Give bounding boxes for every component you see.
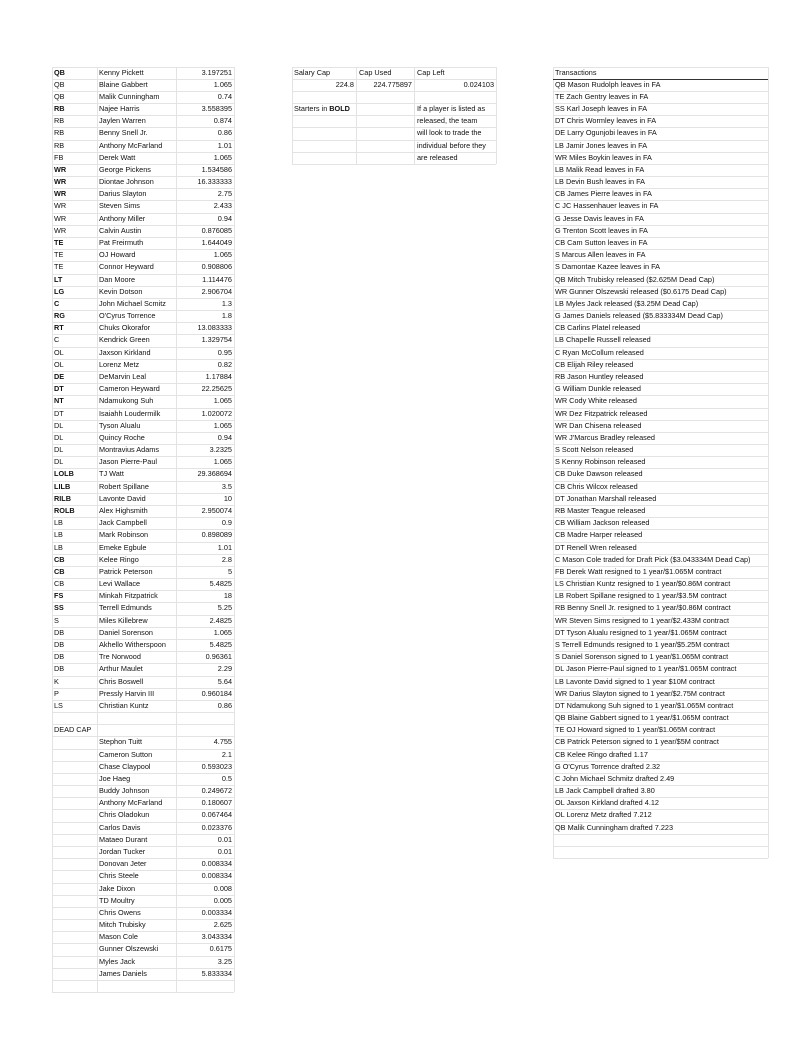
position-cell: DB [54, 652, 65, 662]
position-cell: LT [54, 274, 63, 284]
transaction-row: G James Daniels released ($5.833334M Dead Cap) [555, 311, 723, 321]
player-name-cell: Tre Norwood [99, 652, 141, 662]
cap-left-header: Cap Left [417, 67, 445, 77]
cap-hit-cell: 0.94 [217, 213, 232, 223]
dead-cap-value-cell: 0.003334 [201, 907, 232, 917]
transaction-row: QB Mason Rudolph leaves in FA [555, 79, 661, 89]
transaction-row: DL Jason Pierre-Paul signed to 1 year/$1.065M contract [555, 664, 737, 674]
dead-cap-value-cell: 0.01 [217, 834, 232, 844]
player-name-cell: Lavonte David [99, 493, 146, 503]
transaction-row: DT Ndamukong Suh signed to 1 year/$1.065M contract [555, 700, 734, 710]
transaction-row: G William Dunkle released [555, 384, 641, 394]
dead-cap-name-cell: Chris Oladokun [99, 810, 150, 820]
transaction-row: WR Dan Chisena released [555, 420, 642, 430]
cap-hit-cell: 0.960184 [201, 688, 232, 698]
dead-cap-name-cell: Gunner Olszewski [99, 944, 159, 954]
transaction-row: LB Robert Spillane resigned to 1 year/$3.5M contract [555, 591, 727, 601]
transaction-row: WR Gunner Olszewski released ($0.6175 Dead Cap) [555, 286, 727, 296]
transaction-row: CB James Pierre leaves in FA [555, 189, 652, 199]
cap-hit-cell: 1.114476 [202, 274, 232, 284]
transaction-row: LB Lavonte David signed to 1 year $10M contract [555, 676, 715, 686]
transaction-row: S Marcus Allen leaves in FA [555, 250, 646, 260]
dead-cap-value-cell: 0.249672 [201, 786, 232, 796]
player-name-cell: Calvin Austin [99, 225, 142, 235]
cap-hit-cell: 5.4825 [209, 639, 232, 649]
transaction-row: CB William Jackson released [555, 518, 650, 528]
cap-hit-cell: 1.065 [213, 457, 232, 467]
player-name-cell: Daniel Sorenson [99, 627, 153, 637]
transaction-row: DT Tyson Alualu resigned to 1 year/$1.065M contract [555, 627, 727, 637]
cap-hit-cell: 0.898089 [201, 530, 232, 540]
transaction-row: DT Renell Wren released [555, 542, 637, 552]
transaction-row: QB Malik Cunningham drafted 7.223 [555, 822, 674, 832]
position-cell: RB [54, 128, 65, 138]
player-name-cell: John Michael Scmitz [99, 298, 166, 308]
player-name-cell: OJ Howard [99, 250, 136, 260]
player-name-cell: Emeke Egbule [99, 542, 147, 552]
grid-line [52, 712, 234, 713]
position-cell: TE [54, 262, 64, 272]
player-name-cell: Quincy Roche [99, 432, 145, 442]
grid-line [292, 67, 293, 164]
cap-hit-cell: 10 [223, 493, 232, 503]
player-name-cell: Chuks Okorafor [99, 323, 151, 333]
player-name-cell: Jason Pierre-Paul [99, 457, 157, 467]
cap-hit-cell: 1.329754 [201, 335, 232, 345]
release-note-line: If a player is listed as [417, 104, 486, 114]
cap-hit-cell: 0.96361 [205, 652, 232, 662]
transaction-row: TE OJ Howard signed to 1 year/$1.065M contract [555, 725, 716, 735]
grid-line [52, 980, 234, 981]
player-name-cell: Kendrick Green [99, 335, 150, 345]
player-name-cell: Terrell Edmunds [99, 603, 152, 613]
grid-line [292, 152, 496, 153]
grid-line [553, 846, 768, 847]
dead-cap-value-cell: 2.625 [213, 920, 232, 930]
transaction-row: CB Elijah Riley released [555, 359, 634, 369]
grid-line [768, 67, 769, 859]
dead-cap-name-cell: Chase Claypool [99, 761, 151, 771]
position-cell: WR [54, 189, 67, 199]
transaction-row: C Mason Cole traded for Draft Pick ($3.043334M Dead Cap) [555, 554, 751, 564]
position-cell: LOLB [54, 469, 74, 479]
position-cell: LS [54, 700, 63, 710]
position-cell: OL [54, 359, 64, 369]
player-name-cell: Connor Heyward [99, 262, 154, 272]
cap-hit-cell: 2.433 [213, 201, 232, 211]
position-cell: FS [54, 591, 64, 601]
player-name-cell: Kevin Dotson [99, 286, 143, 296]
dead-cap-name-cell: Cameron Sutton [99, 749, 153, 759]
cap-hit-cell: 0.9 [221, 518, 232, 528]
starters-note [294, 103, 350, 115]
starters-note-bold: BOLD [329, 104, 350, 114]
position-cell: DE [54, 372, 65, 381]
position-cell: RILB [54, 493, 72, 503]
position-cell: TE [54, 250, 64, 260]
position-cell: FB [54, 152, 64, 162]
cap-left-value: 0.024103 [463, 79, 494, 89]
starters-note-prefix: Starters in [294, 104, 330, 114]
cap-hit-cell: 5.25 [217, 603, 232, 613]
position-cell: WR [54, 177, 67, 187]
transaction-row: RB Master Teague released [555, 505, 646, 515]
grid-line [97, 67, 98, 993]
cap-used-value: 224.775897 [373, 79, 412, 89]
dead-cap-value-cell: 2.1 [221, 749, 232, 759]
dead-cap-value-cell: 0.008334 [201, 871, 232, 881]
grid-line [52, 992, 234, 993]
cap-hit-cell: 0.95 [217, 347, 232, 357]
player-name-cell: Akhello Witherspoon [99, 639, 166, 649]
transaction-row: DT Chris Wormley leaves in FA [555, 116, 657, 126]
position-cell: CB [54, 554, 65, 564]
cap-hit-cell: 3.197251 [201, 67, 232, 77]
dead-cap-name-cell: Mataeo Durant [99, 834, 148, 844]
cap-hit-cell: 1.8 [221, 311, 232, 321]
transaction-row: DE Larry Ogunjobi leaves in FA [555, 128, 657, 138]
player-name-cell: Diontae Johnson [99, 177, 154, 187]
cap-hit-cell: 2.75 [217, 189, 232, 199]
dead-cap-name-cell: TD Moultry [99, 895, 135, 905]
transaction-row: LB Myles Jack released ($3.25M Dead Cap) [555, 298, 699, 308]
dead-cap-value-cell: 0.067464 [201, 810, 232, 820]
dead-cap-value-cell: 0.005 [213, 895, 232, 905]
position-cell: DL [54, 457, 64, 467]
player-name-cell: Alex Highsmith [99, 505, 148, 515]
dead-cap-value-cell: 0.5 [221, 773, 232, 783]
player-name-cell: Chris Boswell [99, 676, 144, 686]
cap-hit-cell: 5.64 [217, 676, 232, 686]
position-cell: SS [54, 603, 64, 613]
cap-hit-cell: 1.01 [217, 140, 232, 150]
player-name-cell: Anthony McFarland [99, 140, 163, 150]
player-name-cell: O'Cyrus Torrence [99, 311, 156, 321]
cap-hit-cell: 0.74 [217, 91, 232, 101]
transaction-row: SS Karl Joseph leaves in FA [555, 104, 648, 114]
position-cell: DL [54, 432, 64, 442]
cap-hit-cell: 1.3 [221, 298, 232, 308]
cap-hit-cell: 0.86 [217, 700, 232, 710]
player-name-cell: Patrick Peterson [99, 566, 153, 576]
transaction-row: CB Duke Dawson released [555, 469, 643, 479]
transaction-row: CB Madre Harper released [555, 530, 643, 540]
dead-cap-value-cell: 0.023376 [201, 822, 232, 832]
transaction-row: WR Steven Sims resigned to 1 year/$2.433M contract [555, 615, 729, 625]
transaction-row: S Daniel Sorenson signed to 1 year/$1.065M contract [555, 652, 729, 662]
position-cell: DT [54, 408, 64, 418]
transaction-row: CB Cam Sutton leaves in FA [555, 238, 648, 248]
position-cell: WR [54, 225, 67, 235]
cap-hit-cell: 29.368694 [197, 469, 232, 479]
transaction-row: OL Jaxson Kirkland drafted 4.12 [555, 798, 659, 808]
transaction-row: QB Blaine Gabbert signed to 1 year/$1.065M contract [555, 713, 729, 723]
position-cell: LG [54, 286, 65, 296]
position-cell: P [54, 688, 59, 698]
position-cell: DB [54, 639, 65, 649]
transaction-row: LB Jamir Jones leaves in FA [555, 140, 648, 150]
player-name-cell: Jaylen Warren [99, 116, 146, 126]
player-name-cell: Darius Slayton [99, 189, 147, 199]
position-cell: CB [54, 579, 65, 589]
grid-line [292, 164, 496, 165]
transactions-header: Transactions [555, 67, 597, 77]
player-name-cell: Levi Wallace [99, 579, 141, 589]
position-cell: ROLB [54, 505, 75, 515]
cap-hit-cell: 2.8 [221, 554, 232, 564]
position-cell: WR [54, 164, 67, 174]
dead-cap-name-cell: Donovan Jeter [99, 859, 147, 869]
cap-hit-cell: 1.644049 [201, 238, 232, 248]
transaction-row: CB Kelee Ringo drafted 1.17 [555, 749, 648, 759]
cap-hit-cell: 13.083333 [197, 323, 232, 333]
position-cell: RG [54, 311, 65, 321]
cap-hit-cell: 1.065 [213, 396, 232, 406]
transaction-row: OL Lorenz Metz drafted 7.212 [555, 810, 652, 820]
player-name-cell: Robert Spillane [99, 481, 149, 491]
transaction-row: S Kenny Robinson released [555, 457, 646, 467]
dead-cap-value-cell: 5.833334 [201, 968, 232, 978]
position-cell: LB [54, 530, 63, 540]
cap-hit-cell: 1.020072 [201, 408, 232, 418]
position-cell: RB [54, 116, 65, 126]
transaction-row: DT Jonathan Marshall released [555, 493, 657, 503]
cap-hit-cell: 1.065 [213, 420, 232, 430]
transaction-row: QB Mitch Trubisky released ($2.625M Dead Cap) [555, 274, 715, 284]
player-name-cell: Benny Snell Jr. [99, 128, 148, 138]
transaction-row: WR Dez Fitzpatrick released [555, 408, 648, 418]
position-cell: RB [54, 104, 65, 114]
player-name-cell: Arthur Maulet [99, 664, 143, 674]
dead-cap-value-cell: 0.180607 [201, 798, 232, 808]
player-name-cell: Mark Robinson [99, 530, 149, 540]
player-name-cell: Ndamukong Suh [99, 396, 154, 406]
player-name-cell: Christian Kuntz [99, 700, 149, 710]
player-name-cell: Tyson Alualu [99, 420, 141, 430]
position-cell: DB [54, 664, 65, 674]
dead-cap-name-cell: Chris Steele [99, 871, 139, 881]
player-name-cell: Pat Freirmuth [99, 238, 144, 248]
cap-hit-cell: 2.4825 [209, 615, 232, 625]
grid-line [234, 67, 235, 993]
transaction-row: S Damontae Kazee leaves in FA [555, 262, 661, 272]
dead-cap-label: DEAD CAP [54, 725, 92, 735]
cap-hit-cell: 16.333333 [197, 177, 232, 187]
position-cell: QB [54, 91, 65, 101]
transaction-row: WR J'Marcus Bradley released [555, 432, 655, 442]
transaction-row: RB Jason Huntley released [555, 372, 644, 381]
transaction-row: LB Malik Read leaves in FA [555, 164, 645, 174]
transaction-row: S Scott Nelson released [555, 445, 634, 455]
cap-hit-cell: 0.86 [217, 128, 232, 138]
transaction-row: CB Patrick Peterson signed to 1 year/$5M contract [555, 737, 719, 747]
position-cell: OL [54, 347, 64, 357]
player-name-cell: Jaxson Kirkland [99, 347, 151, 357]
dead-cap-name-cell: Stephon Tuitt [99, 737, 143, 747]
release-note-line: released, the team [417, 116, 478, 126]
transaction-row: C John Michael Schmitz drafted 2.49 [555, 773, 675, 783]
player-name-cell: George Pickens [99, 164, 151, 174]
transaction-row: WR Darius Slayton signed to 1 year/$2.75M contract [555, 688, 725, 698]
player-name-cell: Jack Campbell [99, 518, 147, 528]
cap-hit-cell: 18 [223, 591, 232, 601]
grid-line [292, 91, 496, 92]
transaction-row: G O'Cyrus Torrence drafted 2.32 [555, 761, 661, 771]
cap-hit-cell: 1.065 [213, 627, 232, 637]
dead-cap-value-cell: 0.6175 [209, 944, 232, 954]
player-name-cell: Miles Killebrew [99, 615, 148, 625]
position-cell: K [54, 676, 59, 686]
transaction-row: LB Jack Campbell drafted 3.80 [555, 786, 655, 796]
cap-hit-cell: 0.908806 [201, 262, 232, 272]
cap-hit-cell: 0.876085 [201, 225, 232, 235]
cap-hit-cell: 1.01 [217, 542, 232, 552]
cap-hit-cell: 2.950074 [201, 505, 232, 515]
dead-cap-value-cell: 0.008 [213, 883, 232, 893]
player-name-cell: Kenny Pickett [99, 67, 144, 77]
cap-hit-cell: 5.4825 [209, 579, 232, 589]
dead-cap-value-cell: 3.043334 [201, 932, 232, 942]
transaction-row: TE Zach Gentry leaves in FA [555, 91, 649, 101]
grid-line [52, 67, 53, 993]
player-name-cell: Malik Cunningham [99, 91, 160, 101]
player-name-cell: DeMarvin Leal [99, 372, 147, 381]
cap-hit-cell: 1.065 [213, 250, 232, 260]
grid-line [553, 67, 554, 859]
transaction-row: FB Derek Watt resigned to 1 year/$1.065M contract [555, 566, 722, 576]
position-cell: LILB [54, 481, 71, 491]
cap-hit-cell: 1.065 [213, 152, 232, 162]
position-cell: QB [54, 79, 65, 89]
dead-cap-name-cell: Buddy Johnson [99, 786, 150, 796]
player-name-cell: Steven Sims [99, 201, 140, 211]
position-cell: DT [54, 384, 64, 394]
release-note-line: will look to trade the [417, 128, 482, 138]
player-name-cell: Blaine Gabbert [99, 79, 148, 89]
cap-hit-cell: 3.5 [221, 481, 232, 491]
position-cell: DB [54, 627, 65, 637]
position-cell: TE [54, 238, 64, 248]
position-cell: WR [54, 213, 67, 223]
grid-line [553, 858, 768, 859]
transaction-row: G Jesse Davis leaves in FA [555, 213, 644, 223]
dead-cap-name-cell: Mitch Trubisky [99, 920, 146, 930]
grid-line [496, 67, 497, 164]
dead-cap-name-cell: James Daniels [99, 968, 147, 978]
player-name-cell: Derek Watt [99, 152, 136, 162]
position-cell: C [54, 335, 60, 345]
cap-hit-cell: 1.065 [213, 79, 232, 89]
cap-hit-cell: 3.558395 [201, 104, 232, 114]
cap-hit-cell: 0.82 [217, 359, 232, 369]
player-name-cell: Minkah Fitzpatrick [99, 591, 158, 601]
salary-cap-value: 224.8 [335, 79, 354, 89]
cap-used-header: Cap Used [359, 67, 392, 77]
dead-cap-value-cell: 0.008334 [201, 859, 232, 869]
transaction-row: CB Carlins Platel released [555, 323, 641, 333]
player-name-cell: Isaiahh Loudermilk [99, 408, 161, 418]
cap-hit-cell: 1.17884 [205, 372, 232, 381]
cap-hit-cell: 0.874 [213, 116, 232, 126]
position-cell: S [54, 615, 59, 625]
dead-cap-value-cell: 0.01 [217, 847, 232, 857]
transaction-row: S Terrell Edmunds resigned to 1 year/$5.25M contract [555, 639, 730, 649]
player-name-cell: Najee Harris [99, 104, 140, 114]
dead-cap-name-cell: Carlos Davis [99, 822, 141, 832]
player-name-cell: TJ Watt [99, 469, 124, 479]
player-name-cell: Anthony Miller [99, 213, 146, 223]
player-name-cell: Pressly Harvin III [99, 688, 155, 698]
position-cell: CB [54, 566, 65, 576]
position-cell: QB [54, 67, 65, 77]
release-note-line: individual before they [417, 140, 486, 150]
transaction-row: LB Chapelle Russell released [555, 335, 651, 345]
cap-hit-cell: 22.25625 [201, 384, 232, 394]
transaction-row: LB Devin Bush leaves in FA [555, 177, 646, 187]
transaction-row: C Ryan McCollum released [555, 347, 644, 357]
transaction-row: RB Benny Snell Jr. resigned to 1 year/$0.86M contract [555, 603, 731, 613]
position-cell: RT [54, 323, 64, 333]
position-cell: WR [54, 201, 67, 211]
release-note-line: are released [417, 152, 458, 162]
player-name-cell: Kelee Ringo [99, 554, 139, 564]
position-cell: NT [54, 396, 64, 406]
dead-cap-name-cell: Chris Owens [99, 907, 141, 917]
cap-hit-cell: 2.29 [217, 664, 232, 674]
cap-hit-cell: 2.906704 [201, 286, 232, 296]
salary-cap-header: Salary Cap [294, 67, 331, 77]
dead-cap-name-cell: Jake Dixon [99, 883, 136, 893]
player-name-cell: Montravius Adams [99, 445, 160, 455]
cap-hit-cell: 0.94 [217, 432, 232, 442]
position-cell: LB [54, 542, 63, 552]
dead-cap-value-cell: 4.755 [213, 737, 232, 747]
cap-hit-cell: 3.2325 [209, 445, 232, 455]
transaction-row: C JC Hassenhauer leaves in FA [555, 201, 659, 211]
transaction-row: WR Cody White released [555, 396, 637, 406]
dead-cap-name-cell: Myles Jack [99, 956, 136, 966]
position-cell: RB [54, 140, 65, 150]
position-cell: C [54, 298, 60, 308]
dead-cap-value-cell: 3.25 [217, 956, 232, 966]
player-name-cell: Lorenz Metz [99, 359, 140, 369]
grid-line [414, 67, 415, 164]
position-cell: DL [54, 445, 64, 455]
transaction-row: LS Christian Kuntz resigned to 1 year/$0.86M contract [555, 579, 731, 589]
dead-cap-name-cell: Jordan Tucker [99, 847, 146, 857]
dead-cap-name-cell: Joe Haeg [99, 773, 131, 783]
dead-cap-value-cell: 0.593023 [201, 761, 232, 771]
transaction-row: WR Miles Boykin leaves in FA [555, 152, 652, 162]
position-cell: LB [54, 518, 63, 528]
transaction-row: G Trenton Scott leaves in FA [555, 225, 648, 235]
cap-hit-cell: 1.534586 [201, 164, 232, 174]
transaction-row: CB Chris Wilcox released [555, 481, 638, 491]
dead-cap-name-cell: Mason Cole [99, 932, 138, 942]
grid-line [553, 834, 768, 835]
cap-hit-cell: 5 [227, 566, 232, 576]
dead-cap-name-cell: Anthony McFarland [99, 798, 163, 808]
player-name-cell: Dan Moore [99, 274, 136, 284]
player-name-cell: Cameron Heyward [99, 384, 160, 394]
position-cell: DL [54, 420, 64, 430]
